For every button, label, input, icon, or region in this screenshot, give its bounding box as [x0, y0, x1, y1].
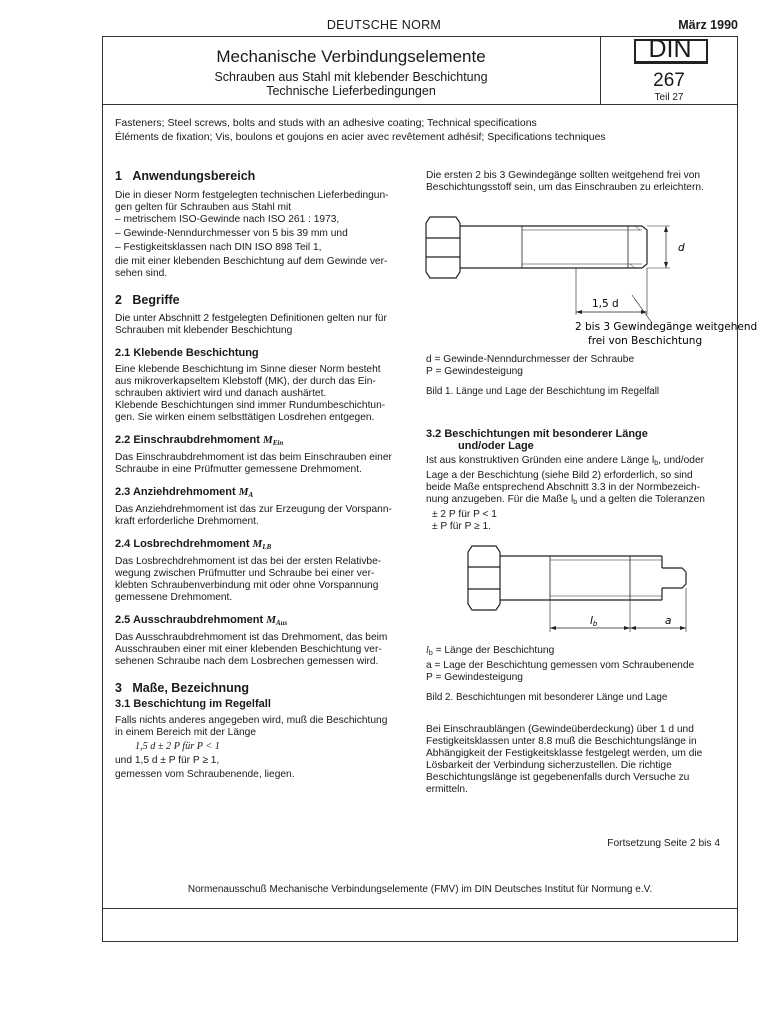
s21-text: Eine klebende Beschichtung im Sinne dieser Norm besteht	[115, 364, 381, 375]
s32-text: Lage a der Beschichtung (siehe Bild 2) erforderlich, so sind	[426, 470, 693, 481]
r-text: ermitteln.	[426, 784, 468, 795]
r-text: Lösbarkeit der Verbindung sicherzustellen. Die richtige	[426, 760, 672, 771]
s1-text: die mit einer klebenden Beschichtung auf dem Gewinde ver-	[115, 256, 388, 267]
title-divider	[102, 104, 738, 105]
s1-list-item: – Festigkeitsklassen nach DIN ISO 898 Teil 1,	[115, 242, 322, 253]
left-column	[115, 170, 413, 781]
section-3-2-heading-1: 3.2 Beschichtungen mit besonderer Länge	[426, 428, 648, 440]
s32-text: Ist aus konstruktiven Gründen eine andere Länge $l_b$, und/oder	[426, 455, 705, 467]
right-column-top	[426, 170, 728, 194]
section-3-2	[426, 428, 728, 533]
s23-text: kraft erforderliche Drehmoment.	[115, 516, 259, 527]
section-3-1-heading: 3.1 Beschichtung im Regelfall	[115, 698, 271, 710]
s1-list-item: – Gewinde-Nenndurchmesser von 5 bis 39 mm und	[115, 228, 348, 239]
r-text: Bei Einschraublängen (Gewindeüberdeckung) über 1 d und	[426, 724, 694, 735]
fig1-note-line-1: 2 bis 3 Gewindegänge weitgehend	[575, 321, 758, 333]
s21-text: aus mikroverkapseltem Klebstoff (MK), der durch das Ein-	[115, 376, 376, 387]
s1-list-item: – metrischem ISO-Gewinde nach ISO 261 : 1973,	[115, 214, 340, 225]
r-text: Festigkeitsklassen unter 8.8 muß die Beschichtungslänge in	[426, 736, 697, 747]
din-part: Teil 27	[654, 92, 684, 103]
document-subtitle	[102, 70, 600, 98]
r-text: Abhängigkeit der Festigkeitsklasse festgelegt werden, um die	[426, 748, 703, 759]
s25-text: Ausschrauben einer mit einer klebenden Beschichtung ver-	[115, 644, 382, 655]
s24-text: klebten Schraubenverbindung mit oder ohne Vorspannung	[115, 580, 379, 591]
s1-text: sehen sind.	[115, 268, 168, 279]
section-2-4-heading: 2.4 Losbrechdrehmoment $M_{LB}$	[115, 538, 272, 551]
tolerance-2: ± P für P ≥ 1.	[432, 521, 491, 532]
s2-text: Schrauben mit klebender Beschichtung	[115, 325, 293, 336]
translation-en: Fasteners; Steel screws, bolts and studs with an adhesive coating; Technical specifications	[115, 117, 537, 129]
legend-1-line: P = Gewindesteigung	[426, 366, 523, 377]
legend-1-line: d = Gewinde-Nenndurchmesser der Schraube	[426, 354, 635, 365]
s31-text: in einem Bereich mit der Länge	[115, 727, 257, 738]
legend-2-line: P = Gewindesteigung	[426, 672, 523, 683]
fig1-label-15d: 1,5 d	[592, 298, 619, 310]
section-3-2-heading-2: und/oder Lage	[458, 440, 534, 452]
section-2-heading: 2 Begriffe	[115, 293, 180, 307]
continuation-note: Fortsetzung Seite 2 bis 4	[607, 838, 720, 849]
section-2-5-heading: 2.5 Ausschraubdrehmoment $M_{Aus}$	[115, 614, 288, 627]
formula-1: 1,5 d ± 2 P für P < 1	[135, 741, 220, 752]
tolerance-1: ± 2 P für P < 1	[432, 509, 497, 520]
right-column-bottom	[426, 724, 728, 796]
figure-1-bolt-drawing	[420, 205, 758, 350]
s32-text: nung anzugeben. Für die Maße $l_b$ und a gelten die Toleranzen	[426, 494, 705, 506]
s1-text: Die in dieser Norm festgelegten technischen Lieferbedingun-	[115, 190, 389, 201]
s24-text: Das Losbrechdrehmoment ist das bei der ersten Relativbe-	[115, 556, 382, 567]
s21-text: gen. Sie wirken einem selbsttätigen Losdrehen entgegen.	[115, 412, 375, 423]
s24-text: gemessene Drehmoment.	[115, 592, 233, 603]
s22-text: Schraube in eine Prüfmutter gemessene Drehmoment.	[115, 464, 362, 475]
s31-text: Falls nichts anderes angegeben wird, muß die Beschichtung	[115, 715, 388, 726]
legend-2-line: a = Lage der Beschichtung gemessen vom Schraubenende	[426, 660, 695, 671]
figure-1-caption: Bild 1. Länge und Lage der Beschichtung im Regelfall	[426, 386, 660, 397]
r-text: Beschichtungsstoff sein, um das Einschrauben zu erleichtern.	[426, 182, 704, 193]
footer-divider	[102, 908, 738, 909]
legend-2-line: $l_b$ = Länge der Beschichtung	[426, 645, 555, 657]
section-2-3-heading: 2.3 Anziehdrehmoment $M_A$	[115, 486, 254, 499]
fig1-note-line-2: frei von Beschichtung	[588, 335, 703, 347]
s25-text: sehenen Schraube nach dem Losbrechen gemessen wird.	[115, 656, 379, 667]
din-number: 267	[653, 70, 685, 91]
s21-text: Klebende Beschichtungen sind immer Rundumbeschichtun-	[115, 400, 386, 411]
section-2-2-heading: 2.2 Einschraubdrehmoment $M_{Ein}$	[115, 434, 284, 447]
subtitle-line-1: Schrauben aus Stahl mit klebender Beschichtung	[214, 70, 488, 84]
figure-2-caption: Bild 2. Beschichtungen mit besonderer Länge und Lage	[426, 692, 668, 703]
subtitle-line-2: Technische Lieferbedingungen	[266, 84, 436, 98]
r-text: Beschichtungslänge ist gegebenenfalls durch Versuche zu	[426, 772, 690, 783]
translations	[115, 116, 725, 144]
figure-2-bolt-drawing	[450, 540, 710, 635]
norm-label: DEUTSCHE NORM	[326, 18, 442, 32]
s24-text: wegung zwischen Prüfmutter und Schraube bei einer ver-	[115, 568, 375, 579]
fig1-label-d: d	[678, 242, 685, 254]
s23-text: Das Anziehdrehmoment ist das zur Erzeugung der Vorspann-	[115, 504, 392, 515]
s32-text: beide Maße entsprechend Abschnitt 3.3 in der Normbezeich-	[426, 482, 701, 493]
s21-text: schrauben aktiviert wird und danach aushärtet.	[115, 388, 327, 399]
s22-text: Das Einschraubdrehmoment ist das beim Einschrauben einer	[115, 452, 392, 463]
footer-text: Normenausschuß Mechanische Verbindungselemente (FMV) im DIN Deutsches Institut für Normung e.V.	[187, 884, 653, 895]
r-text: Die ersten 2 bis 3 Gewindegänge sollten weitgehend frei von	[426, 170, 701, 181]
section-3-heading: 3 Maße, Bezeichnung	[115, 681, 250, 695]
din-logo: DIN	[648, 35, 692, 63]
s25-text: Das Ausschraubdrehmoment ist das Drehmoment, das beim	[115, 632, 388, 643]
section-1-heading: 1 Anwendungsbereich	[115, 169, 256, 183]
figure-1-legend	[426, 354, 728, 398]
fig2-label-a: a	[665, 615, 672, 627]
fig2-label-lb: lb	[590, 615, 598, 628]
formula-2: und 1,5 d ± P für P ≥ 1,	[115, 755, 220, 766]
figure-2-legend	[426, 645, 728, 704]
s31-text: gemessen vom Schraubenende, liegen.	[115, 769, 295, 780]
issue-date: März 1990	[678, 18, 738, 32]
s2-text: Die unter Abschnitt 2 festgelegten Definitionen gelten nur für	[115, 313, 387, 324]
s1-text: gen gelten für Schrauben aus Stahl mit	[115, 202, 292, 213]
document-title: Mechanische Verbindungselemente	[216, 47, 486, 66]
translation-fr: Éléments de fixation; Vis, boulons et goujons en acier avec revêtement adhésif; Specifications techniques	[115, 131, 606, 143]
section-2-1-heading: 2.1 Klebende Beschichtung	[115, 347, 259, 359]
